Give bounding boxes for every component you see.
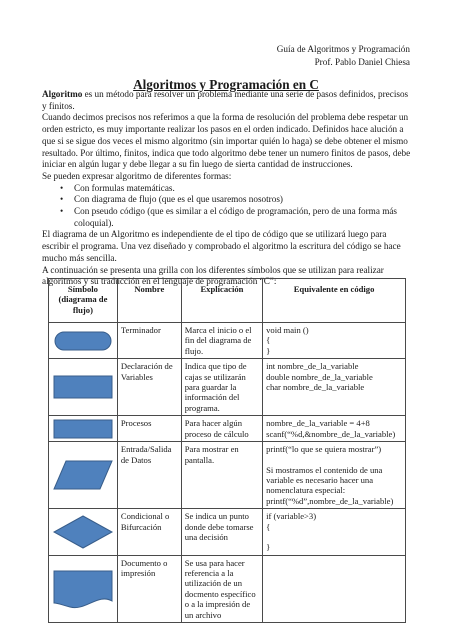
table-row bbox=[49, 416, 406, 442]
process-rect-shape bbox=[52, 372, 114, 402]
symbol-cell bbox=[49, 442, 118, 509]
process-rect-shape bbox=[52, 418, 114, 440]
code-cell bbox=[263, 509, 406, 555]
code-cell bbox=[263, 416, 406, 442]
header-code: Equivalente en código bbox=[263, 279, 406, 323]
explanation-cell: Se usa para hacer referencia a la utilización de un docmento específico o a la impresión de un archivo bbox=[181, 555, 262, 622]
symbols-table bbox=[48, 278, 406, 623]
code-line: printf(“%d”,nombre_de_la_variable) bbox=[266, 495, 394, 506]
paragraph-precisos: Cuando decimos precisos nos referimos a que la forma de resolución del problema debe respetar un orden estricto, es muy importante realizar los pasos en el orden indicado. Definidos hace alución a que si se sigue dos veces el mismo algoritmo (sin importar quién lo haga) se debe obtener el mismo resultado. Por último, finitos, indica que todo algoritmo debe tener un numero finitos de pasos, debe iniciar en algún lugar y debe llegar a su fin luego de sierta cantidad de instrucciones. bbox=[42, 112, 411, 170]
definition-text: es un método para resolver un problema mediante una serie de pasos definidos, precisos y finitos. bbox=[42, 89, 409, 111]
symbol-cell bbox=[49, 509, 118, 555]
page-header bbox=[277, 43, 410, 68]
list-item: • Con formulas matemáticas. bbox=[74, 183, 412, 195]
explanation-cell: Indica que tipo de cajas se utilizarán para guardar la información del programa. bbox=[181, 359, 262, 416]
table-row bbox=[49, 359, 406, 416]
symbol-cell bbox=[49, 359, 118, 416]
code-line: printf(“lo que se quiera mostrar”) bbox=[266, 444, 382, 455]
code-cell bbox=[263, 359, 406, 416]
list-item: • Con pseudo código (que es similar a el código de programación, pero de una forma más coloquial). bbox=[74, 206, 412, 229]
list-item: • Con diagrama de flujo (que es el que usaremos nosotros) bbox=[74, 194, 412, 206]
name-cell: Documento o impresión bbox=[117, 555, 181, 622]
document-shape bbox=[52, 567, 114, 611]
header-symbol: Símbolo (diagrama de flujo) bbox=[49, 279, 118, 323]
code-line: Si mostramos el contenido de una variable es necesario hacer una nomenclatura especial: bbox=[266, 464, 383, 496]
code-gap bbox=[266, 455, 402, 465]
code-line: int nombre_de_la_variable bbox=[266, 361, 359, 372]
paragraph-diagram: El diagrama de un Algoritmo es independiente de el tipo de código que se utilizará luego para escribir el programa. Una vez diseñado y comprobado el algoritmo la escritura del código se hace mucho más sencilla. bbox=[42, 229, 401, 263]
table-header-row bbox=[49, 279, 406, 323]
table-row bbox=[49, 323, 406, 359]
definition-paragraph bbox=[42, 89, 412, 112]
paragraph-forms-intro: Se pueden expresar algoritmo de diferentes formas: bbox=[42, 170, 232, 181]
code-cell bbox=[263, 442, 406, 509]
table-row bbox=[49, 509, 406, 555]
code-line: scanf(“%d,&nombre_de_la_variable) bbox=[266, 428, 396, 439]
name-cell: Declaración de Variables bbox=[117, 359, 181, 416]
table-row bbox=[49, 442, 406, 509]
code-gap bbox=[266, 532, 402, 542]
code-line: void main () bbox=[266, 325, 309, 335]
explanation-cell: Se indica un punto donde debe tomarse una decisión bbox=[181, 509, 262, 555]
name-cell: Procesos bbox=[117, 416, 181, 442]
name-cell: Entrada/Salida de Datos bbox=[117, 442, 181, 509]
terminator-shape bbox=[53, 330, 113, 352]
code-line: { bbox=[266, 521, 271, 532]
diamond-shape bbox=[52, 513, 114, 551]
symbol-cell bbox=[49, 416, 118, 442]
table-row bbox=[49, 555, 406, 622]
code-line: nombre_de_la_variable = 4+8 bbox=[266, 418, 370, 429]
header-name: Nombre bbox=[117, 279, 181, 323]
explanation-cell: Para mostrar en pantalla. bbox=[181, 442, 262, 509]
definition-term: Algoritmo bbox=[42, 89, 83, 99]
code-line: double nombre_de_la_variable bbox=[266, 371, 373, 382]
parallelogram-shape bbox=[52, 457, 114, 493]
paragraph-grid-intro: A continuación se presenta una grilla con los diferentes símbolos que se utilizan para realizar algoritmos y su traducción en el lenguaje de programación “C”: bbox=[42, 264, 384, 287]
symbol-cell bbox=[49, 555, 118, 622]
code-line: } bbox=[266, 345, 271, 356]
header-author: Prof. Pablo Daniel Chiesa bbox=[314, 56, 410, 67]
explanation-cell: Marca el inicio o el fin del diagrama de flujo. bbox=[181, 323, 262, 359]
explanation-cell: Para hacer algún proceso de cálculo bbox=[181, 416, 262, 442]
forms-list bbox=[42, 183, 412, 230]
code-cell bbox=[263, 323, 406, 359]
code-cell bbox=[263, 555, 406, 622]
name-cell: Terminador bbox=[117, 323, 181, 359]
name-cell: Condicional o Bifurcación bbox=[117, 509, 181, 555]
header-course: Guía de Algoritmos y Programación bbox=[276, 44, 410, 54]
symbol-cell bbox=[49, 323, 118, 359]
code-line: } bbox=[266, 542, 271, 553]
header-explanation: Explicación bbox=[181, 279, 262, 323]
code-line: { bbox=[266, 335, 271, 346]
page-title: Algoritmos y Programación en C bbox=[133, 77, 319, 92]
intro-text bbox=[42, 89, 412, 288]
code-line: char nombre_de_la_variable bbox=[266, 382, 365, 393]
code-line: if (variable>3) bbox=[266, 511, 317, 522]
